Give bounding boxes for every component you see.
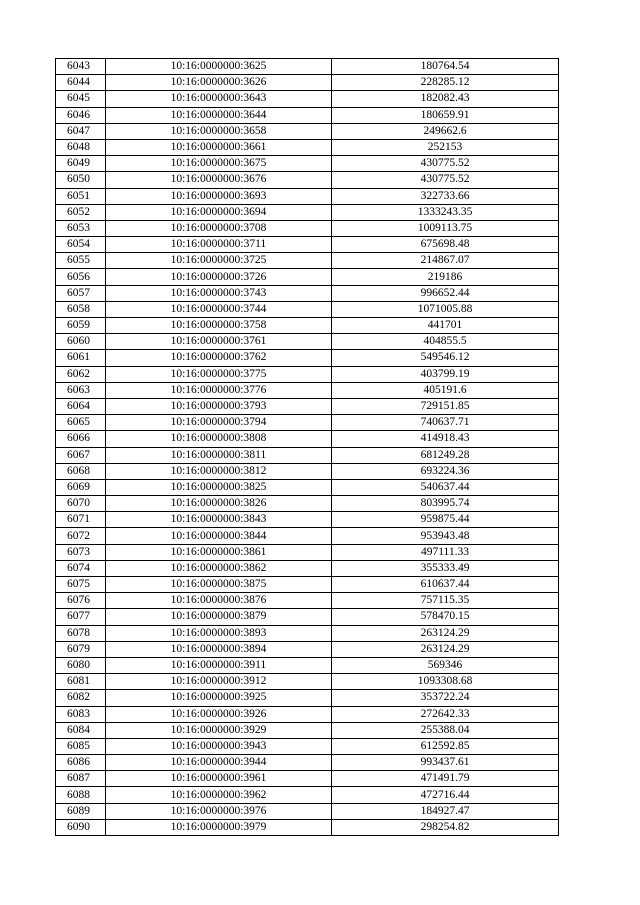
table-row (56, 447, 559, 463)
row-number-cell: 6061 (56, 350, 106, 366)
cadastral-number-cell: 10:16:0000000:3725 (106, 253, 332, 269)
amount-cell: 214867.07 (332, 253, 559, 269)
cadastral-number-cell: 10:16:0000000:3879 (106, 609, 332, 625)
row-number-cell: 6078 (56, 625, 106, 641)
table-body (56, 59, 559, 836)
amount-cell: 298254.82 (332, 819, 559, 835)
row-number-cell: 6080 (56, 657, 106, 673)
row-number-cell: 6082 (56, 690, 106, 706)
amount-cell: 803995.74 (332, 496, 559, 512)
row-number-cell: 6050 (56, 172, 106, 188)
row-number-cell: 6051 (56, 188, 106, 204)
row-number-cell: 6056 (56, 269, 106, 285)
row-number-cell: 6069 (56, 479, 106, 495)
table-row (56, 334, 559, 350)
table-row (56, 641, 559, 657)
cadastral-number-cell: 10:16:0000000:3812 (106, 463, 332, 479)
amount-cell: 430775.52 (332, 156, 559, 172)
table-row (56, 463, 559, 479)
amount-cell: 693224.36 (332, 463, 559, 479)
cadastral-number-cell: 10:16:0000000:3625 (106, 59, 332, 75)
amount-cell: 497111.33 (332, 544, 559, 560)
row-number-cell: 6064 (56, 398, 106, 414)
cadastral-number-cell: 10:16:0000000:3661 (106, 139, 332, 155)
cadastral-number-cell: 10:16:0000000:3775 (106, 366, 332, 382)
amount-cell: 355333.49 (332, 560, 559, 576)
row-number-cell: 6088 (56, 787, 106, 803)
table-row (56, 107, 559, 123)
cadastral-number-cell: 10:16:0000000:3676 (106, 172, 332, 188)
amount-cell: 441701 (332, 318, 559, 334)
cadastral-number-cell: 10:16:0000000:3843 (106, 512, 332, 528)
table-row (56, 431, 559, 447)
amount-cell: 404855.5 (332, 334, 559, 350)
table-row (56, 819, 559, 835)
table-row (56, 75, 559, 91)
row-number-cell: 6058 (56, 301, 106, 317)
row-number-cell: 6087 (56, 771, 106, 787)
table-row (56, 269, 559, 285)
cadastral-number-cell: 10:16:0000000:3844 (106, 528, 332, 544)
amount-cell: 675698.48 (332, 237, 559, 253)
row-number-cell: 6049 (56, 156, 106, 172)
row-number-cell: 6077 (56, 609, 106, 625)
amount-cell: 184927.47 (332, 803, 559, 819)
table-row (56, 253, 559, 269)
amount-cell: 959875.44 (332, 512, 559, 528)
amount-cell: 729151.85 (332, 398, 559, 414)
cadastral-number-cell: 10:16:0000000:3726 (106, 269, 332, 285)
row-number-cell: 6053 (56, 220, 106, 236)
cadastral-number-cell: 10:16:0000000:3929 (106, 722, 332, 738)
amount-cell: 219186 (332, 269, 559, 285)
table-row (56, 674, 559, 690)
amount-cell: 430775.52 (332, 172, 559, 188)
cadastral-number-cell: 10:16:0000000:3979 (106, 819, 332, 835)
amount-cell: 182082.43 (332, 91, 559, 107)
cadastral-number-cell: 10:16:0000000:3925 (106, 690, 332, 706)
cadastral-number-cell: 10:16:0000000:3794 (106, 415, 332, 431)
row-number-cell: 6083 (56, 706, 106, 722)
cadastral-number-cell: 10:16:0000000:3862 (106, 560, 332, 576)
row-number-cell: 6074 (56, 560, 106, 576)
amount-cell: 757115.35 (332, 593, 559, 609)
amount-cell: 993437.61 (332, 755, 559, 771)
table-row (56, 771, 559, 787)
cadastral-number-cell: 10:16:0000000:3875 (106, 577, 332, 593)
cadastral-number-cell: 10:16:0000000:3961 (106, 771, 332, 787)
row-number-cell: 6059 (56, 318, 106, 334)
amount-cell: 263124.29 (332, 641, 559, 657)
cadastral-number-cell: 10:16:0000000:3976 (106, 803, 332, 819)
table-row (56, 301, 559, 317)
table-row (56, 560, 559, 576)
cadastral-number-cell: 10:16:0000000:3626 (106, 75, 332, 91)
table-row (56, 496, 559, 512)
row-number-cell: 6043 (56, 59, 106, 75)
amount-cell: 414918.43 (332, 431, 559, 447)
row-number-cell: 6065 (56, 415, 106, 431)
cadastral-number-cell: 10:16:0000000:3708 (106, 220, 332, 236)
cadastral-number-cell: 10:16:0000000:3861 (106, 544, 332, 560)
row-number-cell: 6089 (56, 803, 106, 819)
row-number-cell: 6090 (56, 819, 106, 835)
table-row (56, 318, 559, 334)
table-row (56, 139, 559, 155)
table-row (56, 690, 559, 706)
row-number-cell: 6084 (56, 722, 106, 738)
amount-cell: 549546.12 (332, 350, 559, 366)
table-row (56, 755, 559, 771)
cadastral-number-cell: 10:16:0000000:3761 (106, 334, 332, 350)
amount-cell: 612592.85 (332, 738, 559, 754)
cadastral-number-cell: 10:16:0000000:3944 (106, 755, 332, 771)
row-number-cell: 6046 (56, 107, 106, 123)
amount-cell: 272642.33 (332, 706, 559, 722)
amount-cell: 403799.19 (332, 366, 559, 382)
row-number-cell: 6060 (56, 334, 106, 350)
amount-cell: 472716.44 (332, 787, 559, 803)
cadastral-number-cell: 10:16:0000000:3825 (106, 479, 332, 495)
row-number-cell: 6079 (56, 641, 106, 657)
cadastral-number-cell: 10:16:0000000:3776 (106, 382, 332, 398)
table-row (56, 657, 559, 673)
cadastral-number-cell: 10:16:0000000:3744 (106, 301, 332, 317)
row-number-cell: 6063 (56, 382, 106, 398)
row-number-cell: 6062 (56, 366, 106, 382)
row-number-cell: 6045 (56, 91, 106, 107)
table-row (56, 609, 559, 625)
row-number-cell: 6068 (56, 463, 106, 479)
amount-cell: 322733.66 (332, 188, 559, 204)
cadastral-number-cell: 10:16:0000000:3826 (106, 496, 332, 512)
table-row (56, 59, 559, 75)
amount-cell: 1071005.88 (332, 301, 559, 317)
table-row (56, 204, 559, 220)
cadastral-number-cell: 10:16:0000000:3693 (106, 188, 332, 204)
row-number-cell: 6081 (56, 674, 106, 690)
amount-cell: 996652.44 (332, 285, 559, 301)
row-number-cell: 6055 (56, 253, 106, 269)
cadastral-number-cell: 10:16:0000000:3658 (106, 123, 332, 139)
row-number-cell: 6052 (56, 204, 106, 220)
table-row (56, 593, 559, 609)
table-row (56, 479, 559, 495)
table-row (56, 706, 559, 722)
row-number-cell: 6071 (56, 512, 106, 528)
amount-cell: 249662.6 (332, 123, 559, 139)
table-row (56, 415, 559, 431)
table-row (56, 398, 559, 414)
row-number-cell: 6047 (56, 123, 106, 139)
row-number-cell: 6072 (56, 528, 106, 544)
table-row (56, 738, 559, 754)
amount-cell: 740637.71 (332, 415, 559, 431)
table-row (56, 350, 559, 366)
row-number-cell: 6073 (56, 544, 106, 560)
amount-cell: 471491.79 (332, 771, 559, 787)
cadastral-number-cell: 10:16:0000000:3912 (106, 674, 332, 690)
table-row (56, 528, 559, 544)
row-number-cell: 6076 (56, 593, 106, 609)
table-row (56, 803, 559, 819)
table-row (56, 625, 559, 641)
cadastral-number-cell: 10:16:0000000:3911 (106, 657, 332, 673)
amount-cell: 252153 (332, 139, 559, 155)
table-row (56, 172, 559, 188)
cadastral-number-cell: 10:16:0000000:3943 (106, 738, 332, 754)
cadastral-number-cell: 10:16:0000000:3762 (106, 350, 332, 366)
cadastral-number-cell: 10:16:0000000:3894 (106, 641, 332, 657)
amount-cell: 180659.91 (332, 107, 559, 123)
cadastral-number-cell: 10:16:0000000:3811 (106, 447, 332, 463)
table-row (56, 91, 559, 107)
row-number-cell: 6054 (56, 237, 106, 253)
row-number-cell: 6067 (56, 447, 106, 463)
cadastral-number-cell: 10:16:0000000:3876 (106, 593, 332, 609)
table-row (56, 577, 559, 593)
table-row (56, 544, 559, 560)
row-number-cell: 6085 (56, 738, 106, 754)
row-number-cell: 6070 (56, 496, 106, 512)
amount-cell: 578470.15 (332, 609, 559, 625)
cadastral-number-cell: 10:16:0000000:3711 (106, 237, 332, 253)
table-row (56, 156, 559, 172)
amount-cell: 1009113.75 (332, 220, 559, 236)
amount-cell: 953943.48 (332, 528, 559, 544)
amount-cell: 228285.12 (332, 75, 559, 91)
cadastral-number-cell: 10:16:0000000:3644 (106, 107, 332, 123)
cadastral-table (55, 58, 559, 836)
table-row (56, 366, 559, 382)
table-row (56, 123, 559, 139)
cadastral-number-cell: 10:16:0000000:3808 (106, 431, 332, 447)
cadastral-number-cell: 10:16:0000000:3694 (106, 204, 332, 220)
amount-cell: 180764.54 (332, 59, 559, 75)
cadastral-number-cell: 10:16:0000000:3643 (106, 91, 332, 107)
cadastral-number-cell: 10:16:0000000:3893 (106, 625, 332, 641)
amount-cell: 569346 (332, 657, 559, 673)
amount-cell: 405191.6 (332, 382, 559, 398)
table-row (56, 512, 559, 528)
amount-cell: 610637.44 (332, 577, 559, 593)
table-row (56, 787, 559, 803)
row-number-cell: 6044 (56, 75, 106, 91)
row-number-cell: 6066 (56, 431, 106, 447)
cadastral-number-cell: 10:16:0000000:3926 (106, 706, 332, 722)
cadastral-number-cell: 10:16:0000000:3793 (106, 398, 332, 414)
amount-cell: 681249.28 (332, 447, 559, 463)
amount-cell: 263124.29 (332, 625, 559, 641)
cadastral-number-cell: 10:16:0000000:3962 (106, 787, 332, 803)
amount-cell: 1093308.68 (332, 674, 559, 690)
table-row (56, 220, 559, 236)
table-row (56, 188, 559, 204)
row-number-cell: 6075 (56, 577, 106, 593)
amount-cell: 1333243.35 (332, 204, 559, 220)
amount-cell: 255388.04 (332, 722, 559, 738)
row-number-cell: 6086 (56, 755, 106, 771)
table-row (56, 722, 559, 738)
cadastral-number-cell: 10:16:0000000:3675 (106, 156, 332, 172)
cadastral-number-cell: 10:16:0000000:3758 (106, 318, 332, 334)
table-row (56, 285, 559, 301)
table-row (56, 382, 559, 398)
cadastral-number-cell: 10:16:0000000:3743 (106, 285, 332, 301)
table-row (56, 237, 559, 253)
row-number-cell: 6057 (56, 285, 106, 301)
amount-cell: 353722.24 (332, 690, 559, 706)
row-number-cell: 6048 (56, 139, 106, 155)
amount-cell: 540637.44 (332, 479, 559, 495)
